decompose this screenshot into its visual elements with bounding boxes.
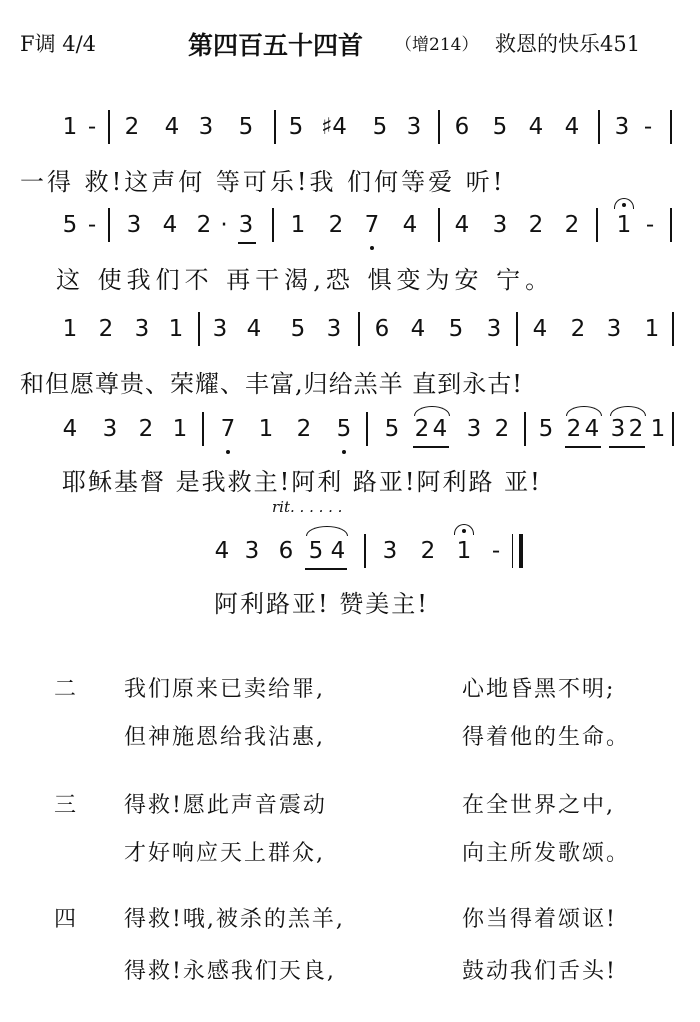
lower-octave-dot [226,450,230,454]
lyric-line-4: 耶稣基督 是我救主!阿利 路亚!阿利路 亚! [62,468,542,496]
bar-line [438,208,440,242]
note: 2 [420,538,436,564]
score-row-5 [0,538,700,568]
note: 3 [244,538,260,564]
bar-line [366,412,368,446]
note: 5 [336,416,352,442]
bar-line [274,110,276,144]
note: 5 [448,316,464,342]
note: 3 [610,416,626,442]
note: 2 [566,416,582,442]
note: 3 [614,114,630,140]
note: 4 [246,316,262,342]
verse-line: 鼓动我们舌头! [462,959,617,984]
note: 4 [330,538,346,564]
note: 4 [410,316,426,342]
verse-line: 向主所发歌颂。 [462,841,631,866]
note: 7 [364,212,380,238]
note: 2 [628,416,644,442]
verse-line: 心地昏黑不明; [462,677,616,702]
key-signature: F调 4/4 [20,32,97,56]
note: 3 [382,538,398,564]
note: - [645,212,655,238]
note: 2 [414,416,430,442]
note: 5 [62,212,78,238]
lower-octave-dot [370,246,374,250]
note: 3 [406,114,422,140]
note: 3 [134,316,150,342]
note: 5 [238,114,254,140]
note: 1 [62,114,78,140]
note: 5 [308,538,324,564]
fermata [454,524,474,535]
note: 7 [220,416,236,442]
note: 6 [278,538,294,564]
note: 2 [328,212,344,238]
bar-line [670,208,672,242]
lyric-line-5: 阿利路亚! 赞美主! [214,590,429,618]
score-row-2 [0,212,700,242]
note: 3 [486,316,502,342]
note: 3 [492,212,508,238]
note: 3 [326,316,342,342]
note: - [643,114,653,140]
note: - [491,538,501,564]
note: - [87,212,97,238]
verse-line: 在全世界之中, [462,793,615,818]
bar-line [202,412,204,446]
note: 4 [532,316,548,342]
bar-line [198,312,200,346]
bar-line [108,110,110,144]
note: 2 [98,316,114,342]
bar-line [596,208,598,242]
bar-line [670,110,672,144]
note: 1 [290,212,306,238]
note: 4 [214,538,230,564]
bar-line [364,534,366,568]
underline [305,568,347,570]
bar-line [598,110,600,144]
note: 5 [288,114,304,140]
note: 1 [650,416,666,442]
note: 5 [372,114,388,140]
note: 4 [432,416,448,442]
verse-number: 四 [54,907,77,932]
note: 2 [564,212,580,238]
verse-line: 但神施恩给我沾惠, [124,725,325,750]
underline [609,446,645,448]
hymn-supplement-number: （增214） [395,35,479,55]
note: 4 [584,416,600,442]
verse-line: 得着他的生命。 [462,725,631,750]
underline [565,446,601,448]
note: 4 [564,114,580,140]
bar-line [108,208,110,242]
hymn-title: 第四百五十四首 [188,31,364,60]
lower-octave-dot [342,450,346,454]
note: 2 [570,316,586,342]
note: 3 [198,114,214,140]
lyric-line-1: 一得 救!这声何 等可乐!我 们何等爱 听! [20,168,506,196]
note: 4 [528,114,544,140]
note: 4 [454,212,470,238]
note: 1 [172,416,188,442]
note: 3 [606,316,622,342]
note: 6 [374,316,390,342]
note: 4 [162,212,178,238]
verse-line: 得救!哦,被杀的羔羊, [124,907,345,932]
verse-number: 二 [54,677,77,702]
score-row-1 [0,114,700,144]
fermata [614,198,634,209]
note: 1 [168,316,184,342]
bar-line [438,110,440,144]
note: 5 [384,416,400,442]
bar-line [672,412,674,446]
note: 2 [138,416,154,442]
ritardando-mark: rit. . . . . . [272,498,343,516]
bar-line [524,412,526,446]
note: 2 [124,114,140,140]
verse-line: 我们原来已卖给罪, [124,677,325,702]
note: 4 [62,416,78,442]
bar-line [672,312,674,346]
note: 3 [238,212,254,238]
verse-line: 你当得着颂讴! [462,907,617,932]
note: 4 [402,212,418,238]
bar-line [358,312,360,346]
note: 3 [102,416,118,442]
note: 2 [196,212,212,238]
note: 2 [494,416,510,442]
note: 2 [296,416,312,442]
note: 1 [62,316,78,342]
underline [238,242,256,244]
note: - [87,114,97,140]
slur [414,406,450,416]
note: 4 [164,114,180,140]
slur [306,526,348,536]
score-row-3 [0,316,700,346]
note: 1 [258,416,274,442]
note: 6 [454,114,470,140]
note: 1 [456,538,472,564]
note: 1 [616,212,632,238]
note: 2 [528,212,544,238]
lyric-line-2: 这 使我们不 再干渴,恐 惧变为安 宁。 [56,266,555,294]
bar-line [516,312,518,346]
underline [413,446,449,448]
verse-line: 才好响应天上群众, [124,841,325,866]
bar-line [272,208,274,242]
dot: · [220,212,228,238]
note: 5 [538,416,554,442]
slur [566,406,602,416]
final-bar-line [512,534,523,568]
lyric-line-3: 和但愿尊贵、荣耀、丰富,归给羔羊 直到永古! [20,370,523,398]
note: 3 [212,316,228,342]
tune-name: 救恩的快乐451 [495,32,641,56]
slur [610,406,646,416]
note: 1 [644,316,660,342]
verse-number: 三 [54,793,77,818]
verse-line: 得救!永感我们天良, [124,959,336,984]
note: 5 [492,114,508,140]
verse-line: 得救!愿此声音震动 [124,793,327,818]
note: 5 [290,316,306,342]
score-row-4 [0,416,700,446]
note: 3 [466,416,482,442]
note: ♯4 [321,114,347,140]
note: 3 [126,212,142,238]
